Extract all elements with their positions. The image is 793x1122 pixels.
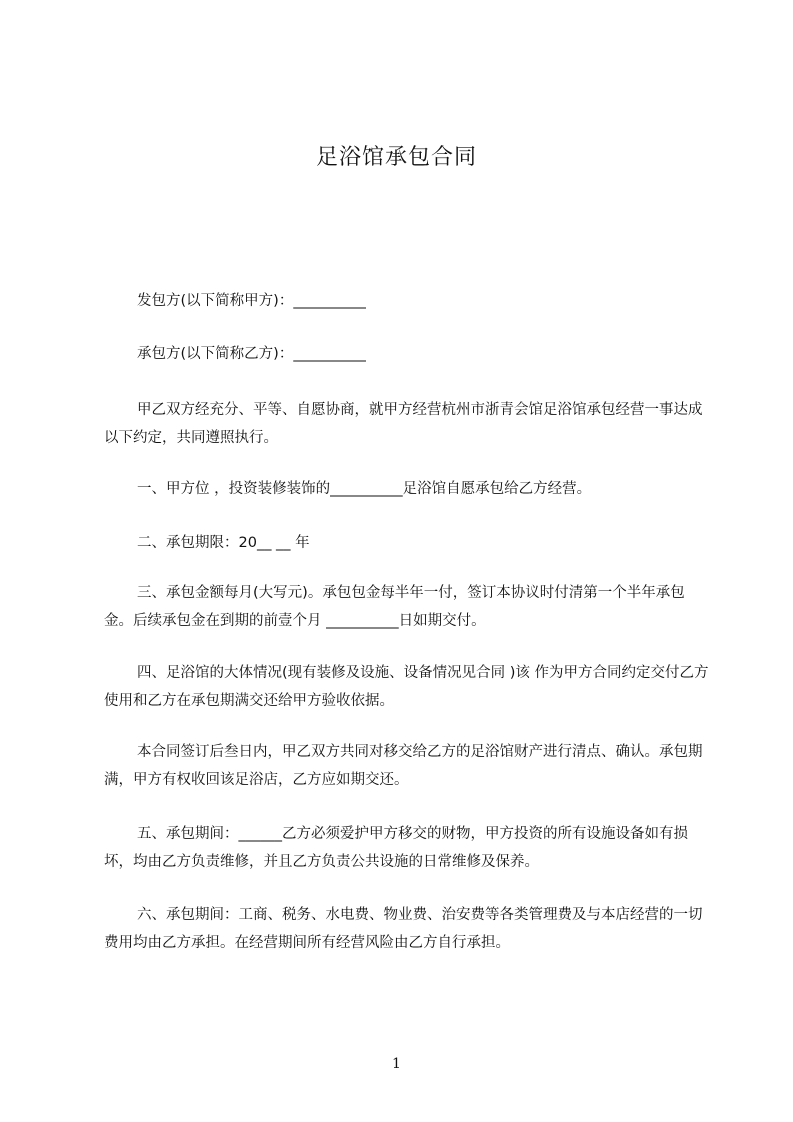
party-a-line: 发包方(以下简称甲方)：__________ — [137, 293, 366, 309]
clause-3: 三、承包金额每月(大写元)。承包包金每半年一付，签订本协议时付清第一个半年承包金。后续承包金在到期的前壹个月 __________日如期交付。 — [104, 585, 685, 629]
party-b-line: 承包方(以下简称乙方)：__________ — [137, 346, 366, 362]
handover-paragraph: 本合同签订后叁日内，甲乙双方共同对移交给乙方的足浴馆财产进行清点、确认。承包期满，甲方有权收回该足浴店，乙方应如期交还。 — [104, 744, 703, 788]
document-title: 足浴馆承包合同 — [315, 145, 477, 170]
clause-6: 六、承包期间：工商、税务、水电费、物业费、治安费等各类管理费及与本店经营的一切费用均由乙方承担。在经营期间所有经营风险由乙方自行承担。 — [104, 907, 703, 951]
clause-5: 五、承包期间：______乙方必须爱护甲方移交的财物，甲方投资的所有设施设备如有损坏，均由乙方负责维修，并且乙方负责公共设施的日常维修及保养。 — [104, 826, 688, 870]
clause-2: 二、承包期限：20__ __ 年 — [137, 535, 310, 551]
clause-1: 一、甲方位 ，投资装修装饰的__________足浴馆自愿承包给乙方经营。 — [137, 481, 592, 497]
page-number: 1 — [392, 1056, 401, 1072]
preamble-paragraph: 甲乙双方经充分、平等、自愿协商，就甲方经营杭州市浙青会馆足浴馆承包经营一事达成以下约定，共同遵照执行。 — [104, 402, 703, 446]
clause-4: 四、足浴馆的大体情况(现有装修及设施、设备情况见合同 )该 作为甲方合同约定交付乙方使用和乙方在承包期满交还给甲方验收依据。 — [104, 665, 709, 709]
